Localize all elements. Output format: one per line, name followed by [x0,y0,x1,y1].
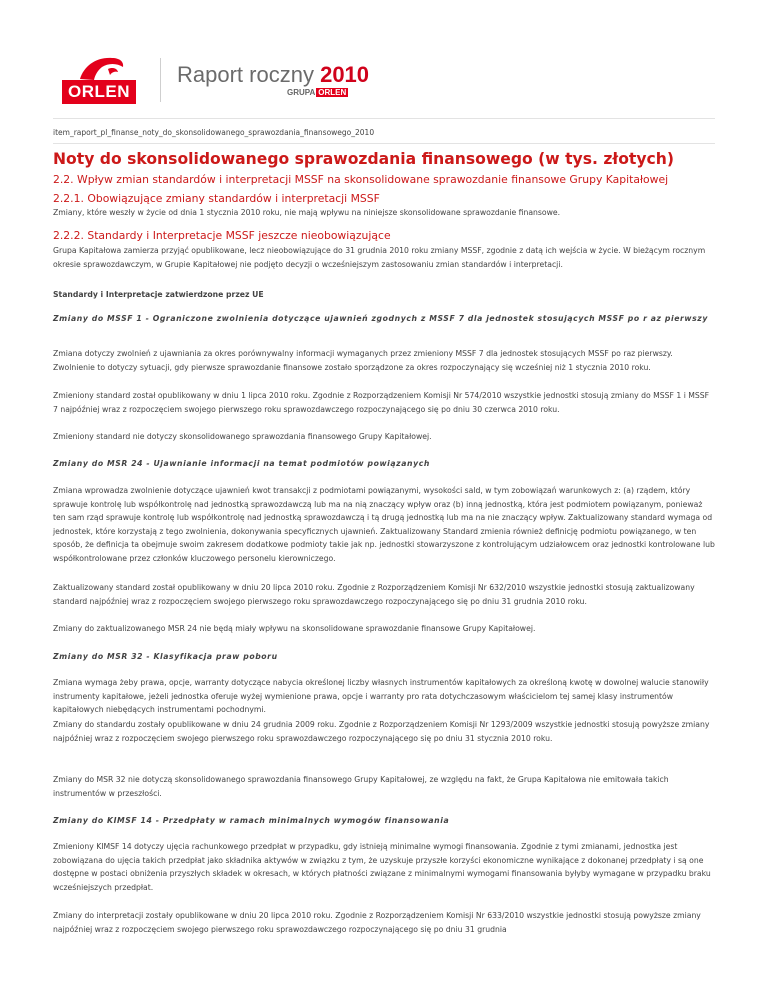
orlen-logo[interactable] [62,54,136,104]
page-header [0,0,768,118]
paragraph-msr32-1: Zmiana wymaga żeby prawa, opcje, warranty dotyczące nabycia określonej liczby własnych instrumentów kapitałowych za określoną kwotę w dowolnej walucie stanowiły instrumenty kapitałowe, jeżeli jednostka oferuje wyżej wymienione prawa, opcje i warranty pro rata dotychczasowym właścicielom tej samej klasy instrumentów kapitałowych niebędących instrumentami pochodnymi. [53,678,709,714]
header-divider [160,58,161,102]
section-heading-2-2-1: 2.2.1. Obowiązujące zmiany standardów i interpretacji MSSF [53,192,380,205]
paragraph-mssf1-3: Zmieniony standard nie dotyczy skonsolidowanego sprawozdania finansowego Grupy Kapitałowej. [53,432,432,441]
paragraph-msr24-2: Zaktualizowany standard został opublikowany w dniu 20 lipca 2010 roku. Zgodnie z Rozporządzeniem Komisji Nr 632/2010 wszystkie jednostki stosują zaktualizowany standard najpóźniej wraz z rozpoczęciem swojego pierwszego roku sprawozdawczego rozpoczynającego się po dniu 31 grudnia 2010 roku. [53,583,695,606]
paragraph-kimsf14-2: Zmiany do interpretacji zostały opublikowane w dniu 20 lipca 2010 roku. Zgodnie z Rozporządzeniem Komisji Nr 633/2010 wszystkie jednostki stosują powyższe zmiany najpóźniej wraz z rozpoczęciem swojego pierwszego roku sprawozdawczego rozpoczynającego się po dniu 31 grudnia [53,911,701,934]
page-title: Noty do skonsolidowanego sprawozdania finansowego (w tys. złotych) [53,150,675,168]
report-title-text: Raport roczny [177,62,314,87]
paragraph-msr24-3: Zmiany do zaktualizowanego MSR 24 nie będą miały wpływu na skonsolidowane sprawozdanie finansowe Grupy Kapitałowej. [53,624,536,633]
grupa-brand: ORLEN [318,88,347,97]
paragraph-mssf1-2: Zmieniony standard został opublikowany w dniu 1 lipca 2010 roku. Zgodnie z Rozporządzeniem Komisji Nr 574/2010 wszystkie jednostki stosują zmiany do MSSF 1 i MSSF 7 najpóźniej wraz z rozpoczęciem swojego pierwszego roku sprawozdawczego rozpoczynającego się po dniu 30 czerwca 2010 roku. [53,391,710,414]
heading-msr32: Zmiany do MSR 32 - Klasyfikacja praw poboru [53,652,278,661]
paragraph-2-2-1: Zmiany, które weszły w życie od dnia 1 stycznia 2010 roku, nie mają wpływu na niniejsze skonsolidowane sprawozdanie finansowe. [53,208,561,217]
section-heading-2-2-2: 2.2.2. Standardy i Interpretacje MSSF jeszcze nieobowiązujące [53,229,391,242]
logo-wordmark: ORLEN [62,80,136,104]
report-year: 2010 [320,62,370,87]
subheading-ue: Standardy i Interpretacje zatwierdzone przez UE [53,290,264,299]
path-rule [53,143,715,144]
paragraph-msr24-1: Zmiana wprowadza zwolnienie dotyczące ujawnień kwot transakcji z podmiotami powiązanymi, wysokości sald, w tym zobowiązań warunkowych z: (a) rządem, który sprawuje kontrolę lub współkontrolę nad jednostką sprawozdawczą lub ma na nią znaczący wpływ oraz (b) inną jednostką, która jest podmiotem powiązanym, ponieważ ten sam rząd sprawuje kontrolę lub współkontrolę nad jednostką sprawozdawczą i tą drugą jednostką lub ma na nie znaczący wpływ. Zaktualizowany standard wymaga od jednostek, które korzystają z tego zwolnienia, dokonywania specyficznych ujawnień. Zaktualizowany Standard zmienia również definicję podmiotu powiązanego, w ten sposób, że definicja ta obejmuje swoim zakresem dodatkowe podmioty takie jak np. jednostki stowarzyszone z kontrolującym udziałowcem oraz jednostki kontrolowane lub współkontrolowane przez członków kluczowego personelu kierowniczego. [53,486,715,563]
paragraph-mssf1-1: Zmiana dotyczy zwolnień z ujawniania za okres porównywalny informacji wymaganych przez zmieniony MSSF 7 dla jednostek stosujących MSSF po raz pierwszy. Zwolnienie to dotyczy sytuacji, gdy pierwsze sprawozdanie finansowe zostało sporządzone za okres rozpoczynający się wcześniej niż 1 stycznia 2010 roku. [53,349,673,372]
eagle-logo-icon [62,54,136,82]
paragraph-kimsf14-1: Zmieniony KIMSF 14 dotyczy ujęcia rachunkowego przedpłat w przypadku, gdy istnieją minimalne wymogi finansowania. Zgodnie z tymi zmianami, jednostka jest zobowiązana do ujęcia takich przedpłat jako składnika aktywów w związku z tym, że uzyskuje przyszłe korzyści ekonomiczne wynikające z dokonanej przedpłaty i są one dostępne w postaci obniżenia przyszłych składek w okresach, w których płatności związane z minimalnymi wymogami finansowania byłyby wymagane w przypadku braku wcześniejszych przedpłat. [53,842,711,892]
header-rule [53,118,715,119]
section-heading-2-2: 2.2. Wpływ zmian standardów i interpretacji MSSF na skonsolidowane sprawozdanie finansowe Grupy Kapitałowej [53,173,669,186]
report-title [177,62,369,88]
grupa-orlen-badge [287,88,348,97]
grupa-label: GRUPA [287,88,316,97]
paragraph-msr32-3: Zmiany do MSR 32 nie dotyczą skonsolidowanego sprawozdania finansowego Grupy Kapitałowej, ze względu na fakt, że Grupa Kapitałowa nie emitowała takich instrumentów w przeszłości. [53,775,669,798]
paragraph-msr32-2: Zmiany do standardu zostały opublikowane w dniu 24 grudnia 2009 roku. Zgodnie z Rozporządzeniem Komisji Nr 1293/2009 wszystkie jednostki stosują powyższe zmiany najpóźniej wraz z rozpoczęciem swojego pierwszego roku sprawozdawczego rozpoczynającego się po dniu 31 stycznia 2010 roku. [53,720,710,743]
item-path: item_raport_pl_finanse_noty_do_skonsolidowanego_sprawozdania_finansowego_2010 [53,128,375,137]
paragraph-2-2-2: Grupa Kapitałowa zamierza przyjąć opublikowane, lecz nieobowiązujące do 31 grudnia 2010 roku zmiany MSSF, zgodnie z datą ich wejścia w życie. W bieżącym rocznym okresie sprawozdawczym, w Grupie Kapitałowej nie podjęto decyzji o wcześniejszym zastosowaniu zmian standardów i interpretacji. [53,246,706,269]
heading-kimsf14: Zmiany do KIMSF 14 - Przedpłaty w ramach minimalnych wymogów finansowania [53,816,450,825]
heading-mssf1: Zmiany do MSSF 1 - Ograniczone zwolnienia dotyczące ujawnień zgodnych z MSSF 7 dla jednostek stosujących MSSF po r az pierwszy [53,314,708,323]
heading-msr24: Zmiany do MSR 24 - Ujawnianie informacji na temat podmiotów powiązanych [53,459,430,468]
